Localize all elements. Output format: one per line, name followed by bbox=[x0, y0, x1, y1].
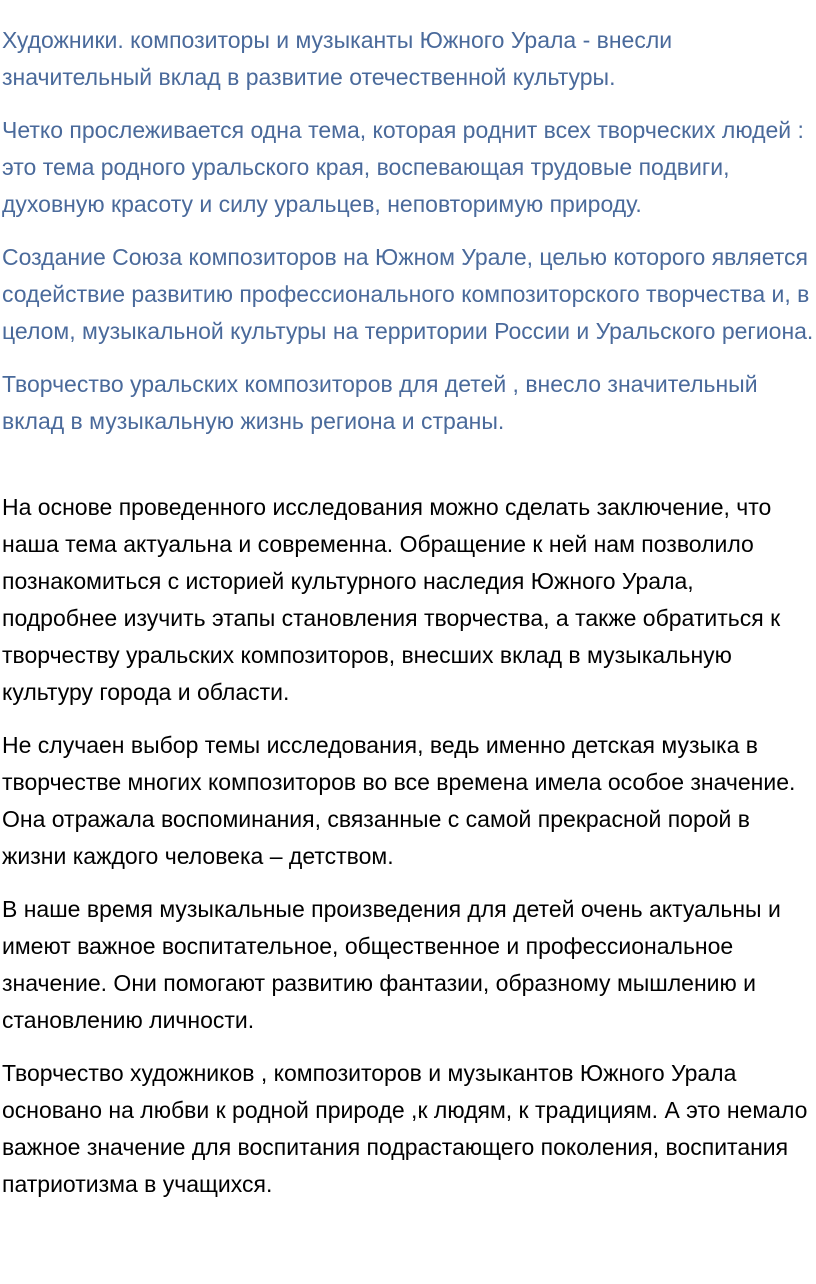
conclusion-paragraph-4: Творчество художников , композиторов и музыкантов Южного Урала основано на любви к родной природе ,к людям, к традициям. А это немало важное значение для воспитания подрастающего поколения, воспитания патриотизма в учащихся. bbox=[2, 1060, 808, 1197]
summary-paragraph-4: Творчество уральских композиторов для детей , внесло значительный вклад в музыкальную жизнь региона и страны. bbox=[2, 371, 758, 434]
conclusion-paragraph-2: Не случаен выбор темы исследования, ведь именно детская музыка в творчестве многих композиторов во все времена имела особое значение. Она отражала воспоминания, связанные с самой прекрасной порой в жизни каждого человека – детством. bbox=[2, 732, 796, 869]
summary-paragraph-3: Создание Союза композиторов на Южном Урале, целью которого является содействие развитию профессионального композиторского творчества и, в целом, музыкальной культуры на территории России и Уральского региона. bbox=[2, 244, 814, 344]
conclusion-paragraph-3: В наше время музыкальные произведения для детей очень актуальны и имеют важное воспитательное, общественное и профессиональное значение. Они помогают развитию фантазии, образному мышлению и становлению личности. bbox=[2, 896, 781, 1033]
conclusion-paragraph-1: На основе проведенного исследования можно сделать заключение, что наша тема актуальна и современна. Обращение к ней нам позволило познакомиться с историей культурного наследия Южного Урала, подробнее изучить этапы становления творчества, а также обратиться к творчеству уральских композиторов, внесших вклад в музыкальную культуру города и области. bbox=[2, 494, 781, 705]
summary-paragraph-2: Четко прослеживается одна тема, которая роднит всех творческих людей : это тема родного уральского края, воспевающая трудовые подвиги, духовную красоту и силу уральцев, неповторимую природу. bbox=[2, 117, 804, 217]
summary-paragraph-1: Художники. композиторы и музыканты Южного Урала - внесли значительный вклад в развитие отечественной культуры. bbox=[2, 27, 673, 90]
